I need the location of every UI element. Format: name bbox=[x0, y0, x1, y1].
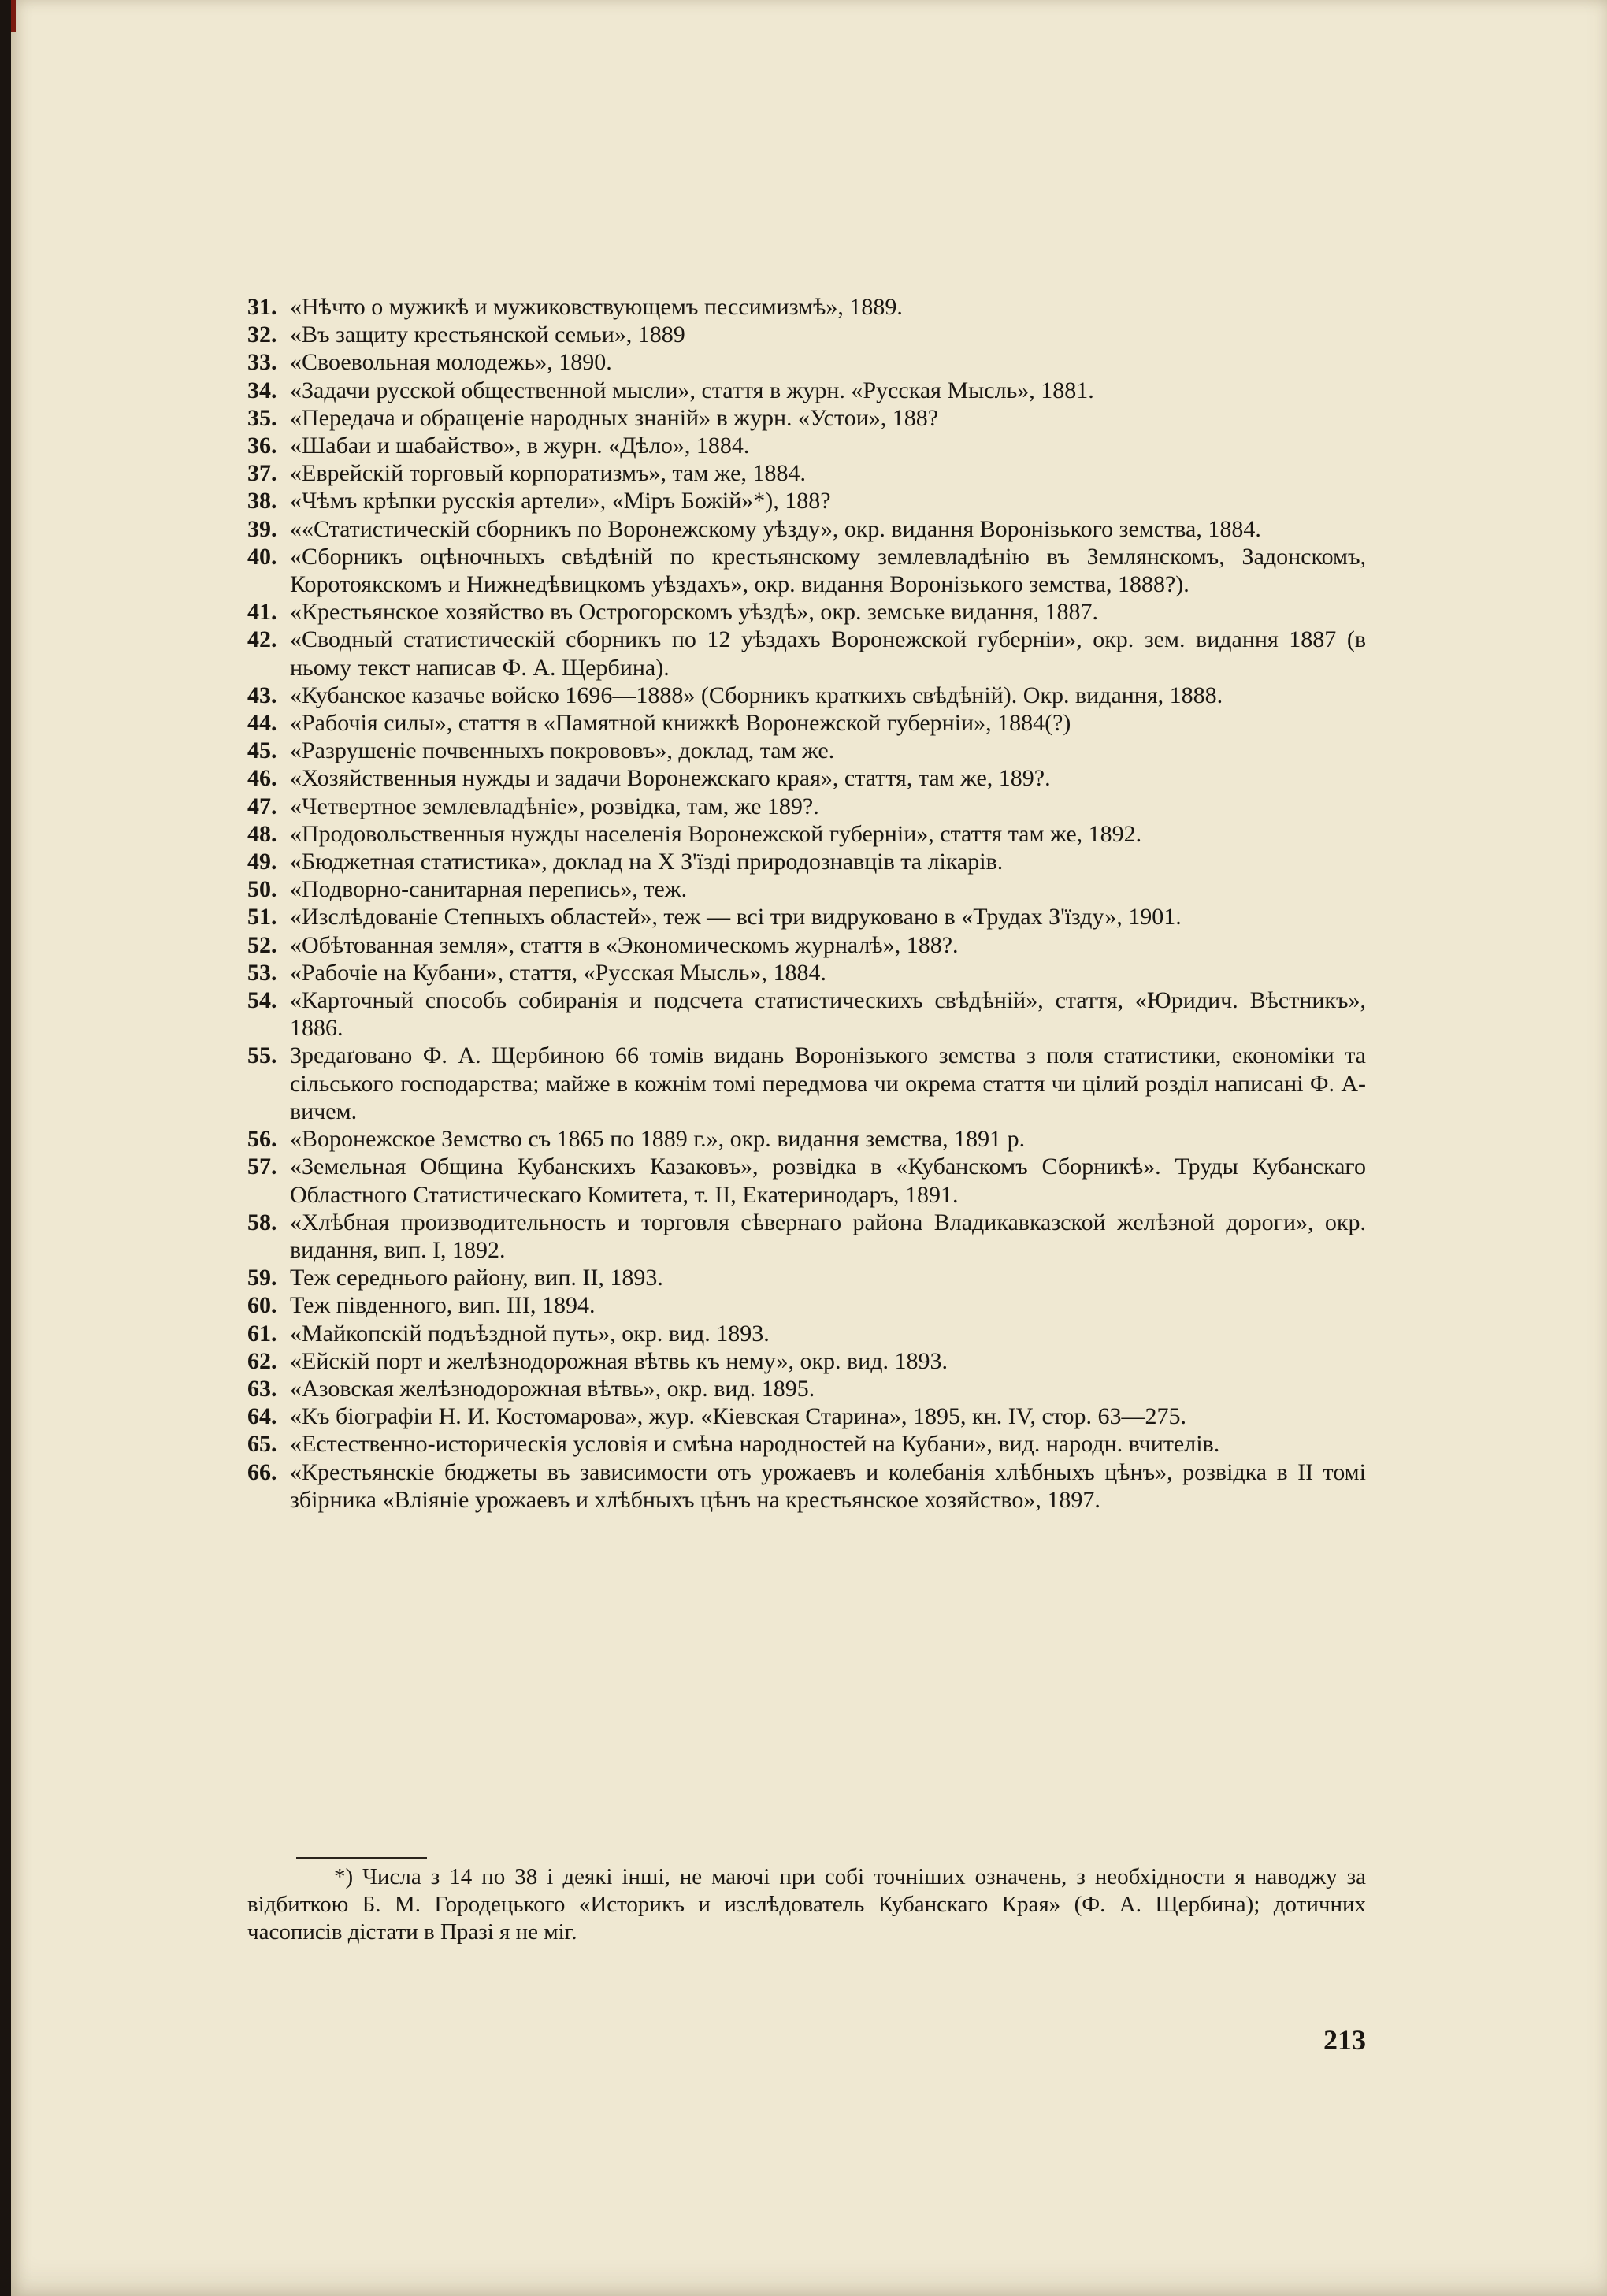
bibliography-entry bbox=[247, 626, 1366, 681]
bibliography-entry bbox=[247, 959, 1366, 986]
bibliography-entry bbox=[247, 404, 1366, 432]
entry-number: 46. bbox=[247, 765, 277, 792]
entry-text: «Передача и обращеніе народных знаній» в журн. «Устои», 188? bbox=[290, 404, 939, 431]
entry-number: 55. bbox=[247, 1042, 277, 1069]
book-page bbox=[11, 0, 1607, 2296]
bibliography-entry bbox=[247, 432, 1366, 459]
entry-number: 36. bbox=[247, 433, 277, 459]
bibliography-entry bbox=[247, 1042, 1366, 1125]
bibliography-entry bbox=[247, 903, 1366, 931]
entry-text: Теж південного, вип. III, 1894. bbox=[290, 1292, 596, 1319]
entry-number: 60. bbox=[247, 1292, 277, 1319]
bibliography-entry bbox=[247, 1291, 1366, 1319]
entry-text: «Хлѣбная производительность и торговля сѣвернаго района Владикавказской желѣзной дороги», окр. видання, вип. I, 1892. bbox=[290, 1209, 1366, 1263]
entry-text: «Воронежское Земство съ 1865 по 1889 г.», окр. видання земства, 1891 р. bbox=[290, 1126, 1026, 1153]
entry-number: 42. bbox=[247, 626, 277, 653]
entry-number: 62. bbox=[247, 1347, 277, 1374]
bibliography-entry bbox=[247, 377, 1366, 404]
footnote: *) Числа з 14 по 38 і деякі інші, не маючі при собі точніших означень, з необхідности я наводжу за відбиткою Б. М. Городецького «Историкъ и изслѣдователь Кубанскаго Края» (Ф. А. Щербина); дотичних часописів дістати в Празі я не міг. bbox=[247, 1864, 1366, 1945]
entry-number: 58. bbox=[247, 1209, 277, 1235]
bibliography-entry bbox=[247, 848, 1366, 875]
entry-text: «Четвертное землевладѣніе», розвідка, там, же 189?. bbox=[290, 793, 819, 819]
entry-text: «Крестьянскіе бюджеты въ зависимости отъ урожаевъ и колебанія хлѣбныхъ цѣнъ», розвідка в II томі збірника «Вліяніе урожаевъ и хлѣбныхъ цѣнъ на крестьянское хозяйство», 1897. bbox=[290, 1458, 1366, 1513]
entry-number: 50. bbox=[247, 876, 277, 903]
entry-text: «Къ біографіи Н. И. Костомарова», жур. «Кіевская Старина», 1895, кн. IV, стор. 63—275. bbox=[290, 1403, 1187, 1430]
bibliography-entry bbox=[247, 793, 1366, 820]
entry-text: «Крестьянское хозяйство въ Острогорскомъ уѣздѣ», окр. земське видання, 1887. bbox=[290, 599, 1098, 626]
bibliography-entry bbox=[247, 1347, 1366, 1375]
bibliography-entry bbox=[247, 1458, 1366, 1514]
entry-text: «Карточный способъ собиранія и подсчета статистическихъ свѣдѣній», стаття, «Юридич. Вѣстникъ», 1886. bbox=[290, 987, 1366, 1042]
footnote-divider bbox=[296, 1857, 427, 1859]
entry-text: «Рабочіе на Кубани», стаття, «Русская Мысль», 1884. bbox=[290, 959, 826, 986]
entry-number: 34. bbox=[247, 377, 277, 403]
entry-text: «Хозяйственныя нужды и задачи Воронежскаго края», стаття, там же, 189?. bbox=[290, 765, 1051, 792]
bibliography-entry bbox=[247, 1375, 1366, 1402]
entry-number: 31. bbox=[247, 294, 277, 320]
entry-text: «Обѣтованная земля», стаття в «Экономическомъ журналѣ», 188?. bbox=[290, 931, 959, 958]
bibliography-entry bbox=[247, 321, 1366, 348]
entry-number: 52. bbox=[247, 931, 277, 958]
bibliography-entry bbox=[247, 820, 1366, 848]
entry-text: «Кубанское казачье войско 1696—1888» (Сборникъ краткихъ свѣдѣній). Окр. видання, 1888. bbox=[290, 682, 1223, 708]
entry-number: 39. bbox=[247, 515, 277, 542]
entry-number: 33. bbox=[247, 349, 277, 376]
entry-number: 45. bbox=[247, 737, 277, 764]
entry-text: «Шабаи и шабайство», в журн. «Дѣло», 1884. bbox=[290, 433, 750, 459]
entry-text: ««Статистическій сборникъ по Воронежскому уѣзду», окр. видання Воронізького земства, 1884. bbox=[290, 515, 1261, 542]
entry-number: 61. bbox=[247, 1320, 277, 1347]
bibliography-entry bbox=[247, 1430, 1366, 1458]
bibliography-entry bbox=[247, 737, 1366, 764]
entry-number: 65. bbox=[247, 1431, 277, 1458]
entry-text: «Сборникъ оцѣночныхъ свѣдѣній по крестьянскому землевладѣнію въ Землянскомъ, Задонскомъ, Коротоякскомъ и Нижнедѣвицкомъ уѣздахъ», окр. видання Воронізького земства, 1888?). bbox=[290, 543, 1366, 598]
bibliography-entry bbox=[247, 1125, 1366, 1153]
entry-number: 51. bbox=[247, 904, 277, 931]
bibliography-entry bbox=[247, 515, 1366, 543]
entry-text: «Въ защиту крестьянской семьи», 1889 bbox=[290, 321, 685, 348]
bibliography-entry bbox=[247, 931, 1366, 959]
entry-number: 37. bbox=[247, 460, 277, 487]
bibliography-entry bbox=[247, 598, 1366, 626]
bibliography-entry bbox=[247, 764, 1366, 792]
entry-number: 56. bbox=[247, 1126, 277, 1153]
bibliography-entry bbox=[247, 293, 1366, 321]
entry-number: 44. bbox=[247, 710, 277, 737]
entry-number: 57. bbox=[247, 1154, 277, 1180]
entry-text: «Бюджетная статистика», доклад на X З'їзді природознавців та лікарів. bbox=[290, 849, 1004, 875]
entry-text: «Рабочія силы», стаття в «Памятной книжкѣ Воронежской губерніи», 1884(?) bbox=[290, 710, 1071, 737]
entry-text: «Своевольная молодежь», 1890. bbox=[290, 349, 612, 376]
entry-number: 54. bbox=[247, 987, 277, 1014]
entry-text: «Майкопскій подъѣздной путь», окр. вид. 1893. bbox=[290, 1320, 770, 1347]
entry-number: 49. bbox=[247, 849, 277, 875]
entry-text: «Естественно-историческія условія и смѣна народностей на Кубани», вид. народн. вчителів. bbox=[290, 1431, 1220, 1458]
entry-number: 59. bbox=[247, 1265, 277, 1291]
entry-number: 40. bbox=[247, 543, 277, 570]
entry-text: «Чѣмъ крѣпки русскія артели», «Міръ Божій»*), 188? bbox=[290, 488, 831, 515]
entry-text: «Сводный статистическій сборникъ по 12 уѣздахъ Воронежской губерніи», окр. зем. видання 1887 (в ньому текст написав Ф. А. Щербина). bbox=[290, 626, 1366, 681]
entry-text: «Изслѣдованіе Степныхъ областей», теж — всі три видруковано в «Трудах З'їзду», 1901. bbox=[290, 904, 1182, 931]
bibliography-entry bbox=[247, 348, 1366, 376]
entry-number: 53. bbox=[247, 959, 277, 986]
entry-text: «Азовская желѣзнодорожная вѣтвь», окр. вид. 1895. bbox=[290, 1375, 815, 1402]
bibliography-entry bbox=[247, 682, 1366, 709]
entry-number: 41. bbox=[247, 599, 277, 626]
entry-number: 48. bbox=[247, 820, 277, 847]
bibliography-entry bbox=[247, 1264, 1366, 1291]
entry-text: «Продовольственныя нужды населенія Воронежской губерніи», стаття там же, 1892. bbox=[290, 820, 1142, 847]
entry-text: «Еврейскій торговый корпоратизмъ», там же, 1884. bbox=[290, 460, 806, 487]
entry-number: 47. bbox=[247, 793, 277, 819]
entry-text: «Разрушеніе почвенныхъ покрововъ», доклад, там же. bbox=[290, 737, 835, 764]
entry-number: 43. bbox=[247, 682, 277, 708]
entry-number: 38. bbox=[247, 488, 277, 515]
entry-text: «Подворно-санитарная перепись», теж. bbox=[290, 876, 688, 903]
entry-number: 35. bbox=[247, 404, 277, 431]
bibliography-entry bbox=[247, 1209, 1366, 1264]
bibliography-entry bbox=[247, 459, 1366, 487]
bibliography-entry bbox=[247, 986, 1366, 1042]
bibliography-entry bbox=[247, 1402, 1366, 1430]
page-number: 213 bbox=[1323, 2024, 1366, 2056]
entry-number: 32. bbox=[247, 321, 277, 348]
bibliography-entry bbox=[247, 875, 1366, 903]
entry-text: «Земельная Община Кубанскихъ Казаковъ», розвідка в «Кубанскомъ Сборникѣ». Труды Кубанскаго Областного Статистическаго Комитета, т. II, Екатеринодаръ, 1891. bbox=[290, 1154, 1366, 1208]
entry-text: «Ейскій порт и желѣзнодорожная вѣтвь къ нему», окр. вид. 1893. bbox=[290, 1347, 948, 1374]
entry-number: 63. bbox=[247, 1375, 277, 1402]
bibliography-entry bbox=[247, 1153, 1366, 1208]
entry-text: Теж середнього району, вип. II, 1893. bbox=[290, 1265, 663, 1291]
entry-number: 66. bbox=[247, 1458, 277, 1485]
entry-text: Зредаґовано Ф. А. Щербиною 66 томів видань Воронізького земства з поля статистики, економіки та сільського господарства; майже в кожнім томі передмова чи окрема стаття чи цілий розділ написані Ф. А-вичем. bbox=[290, 1042, 1366, 1124]
entry-text: «Нѣчто о мужикѣ и мужиковствующемъ пессимизмѣ», 1889. bbox=[290, 294, 903, 320]
binding-edge bbox=[11, 0, 16, 32]
bibliography-list bbox=[247, 293, 1366, 1514]
bibliography-entry bbox=[247, 487, 1366, 515]
bibliography-entry bbox=[247, 1320, 1366, 1347]
entry-number: 64. bbox=[247, 1403, 277, 1430]
entry-text: «Задачи русской общественной мысли», стаття в журн. «Русская Мысль», 1881. bbox=[290, 377, 1094, 403]
bibliography-entry bbox=[247, 543, 1366, 598]
bibliography-entry bbox=[247, 709, 1366, 737]
